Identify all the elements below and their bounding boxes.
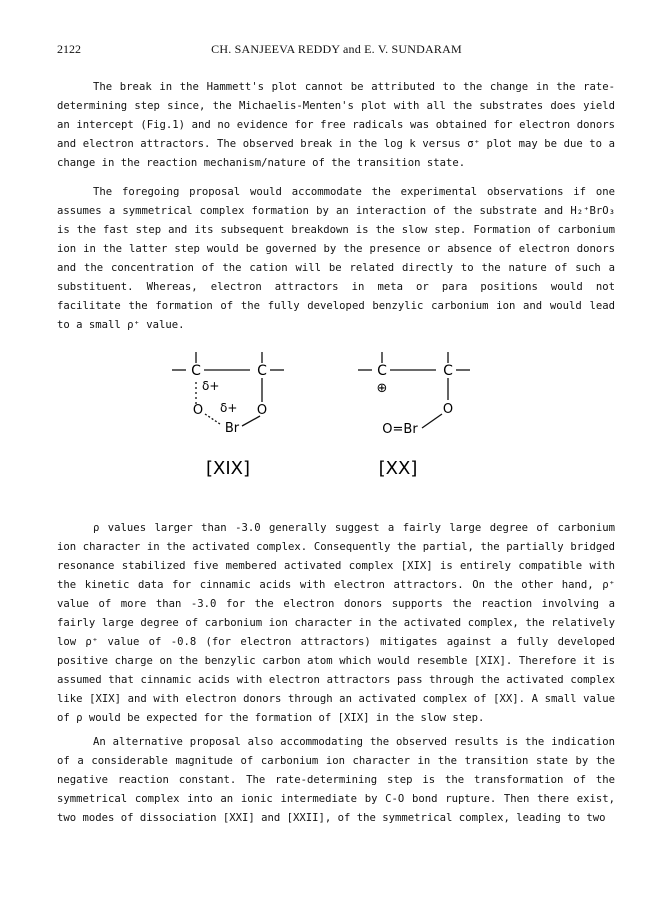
paragraph-4 [57,733,615,828]
paragraph-text: ρ values larger than -3.0 generally suggest a fairly large degree of carbonium ion character in the activated complex. Consequently the partial, the partially bridged resonance stabilized five membered activated complex [XIX] is entirely compatible with the kinetic data for cinnamic acids with electron attractors. On the other hand, ρ⁺ value of more than -3.0 for the electron donors supports the reaction involving a fairly large degree of carbonium ion character in the activated complex, the relatively low ρ⁺ value of -0.8 (for electron attractors) mitigates against a fully developed positive charge on the benzylic carbon atom which would resemble [XIX]. Therefore it is assumed that cinnamic acids with electron attractors pass through the activated complex like [XIX] and with electron donors through an activated complex of [XX]. A small value of ρ would be expected for the formation of [XIX] in the slow step. [57,522,615,724]
structures-drawing [150,340,510,490]
xix-bromine-charge: δ+ [220,401,238,415]
running-head: CH. SANJEEVA REDDY and E. V. SUNDARAM [211,42,462,56]
paragraph-text: The break in the Hammett's plot cannot be attributed to the change in the rate-determining step since, the Michaelis-Menten's plot with all the substrates does yield an intercept (Fig.1) and no evidence for free radicals was obtained for electron donors and electron attractors. The observed break in the log k versus σ⁺ plot may be due to a change in the reaction mechanism/nature of the transition state. [57,81,615,169]
xix-carbon-charge: δ+ [202,379,220,393]
paragraph-2 [57,183,615,335]
paragraph-text: An alternative proposal also accommodating the observed results is the indication of a considerable magnitude of carbonium ion character in the transition state by the negative reaction constant. The rate-determining step is the transformation of the symmetrical complex into an ionic intermediate by C-O bond rupture. Then there exist, two modes of dissociation [XXI] and [XXII], of the symmetrical complex, leading to two [57,736,615,824]
xix-oxygen-1: O [192,403,204,418]
page-header [57,42,616,60]
paragraph-text: The foregoing proposal would accommodate the experimental observations if one assumes a symmetrical complex formation by an interaction of the substrate and H₂⁺BrO₃ is the fast step and its subsequent breakdown is the slow step. Formation of carbonium ion in the latter step would be governed by the presence or absence of electron donors and the concentration of the cation will be related directly to the nature of such a substituent. Whereas, electron attractors in meta or para positions would not facilitate the formation of the fully developed benzylic carbonium ion and would lead to a small ρ⁺ value. [57,186,615,331]
chemical-structures-figure [150,340,510,490]
xx-obr-group: O=Br [382,422,418,437]
xx-carbon-charge: ⊕ [376,381,388,396]
xix-bromine: Br [224,421,240,436]
paragraph-1 [57,78,615,173]
xix-oxygen-2: O [256,403,268,418]
xx-label: [XX] [378,458,418,479]
xix-carbon-1: C [191,363,201,379]
xx-oxygen: O [442,402,454,417]
xx-carbon-2: C [443,363,453,379]
structure-xx [358,352,470,428]
xix-label: [XIX] [205,458,251,479]
xx-carbon-1: C [377,363,387,379]
paragraph-3 [57,519,615,728]
page-number: 2122 [57,42,81,56]
xix-carbon-2: C [257,363,267,379]
